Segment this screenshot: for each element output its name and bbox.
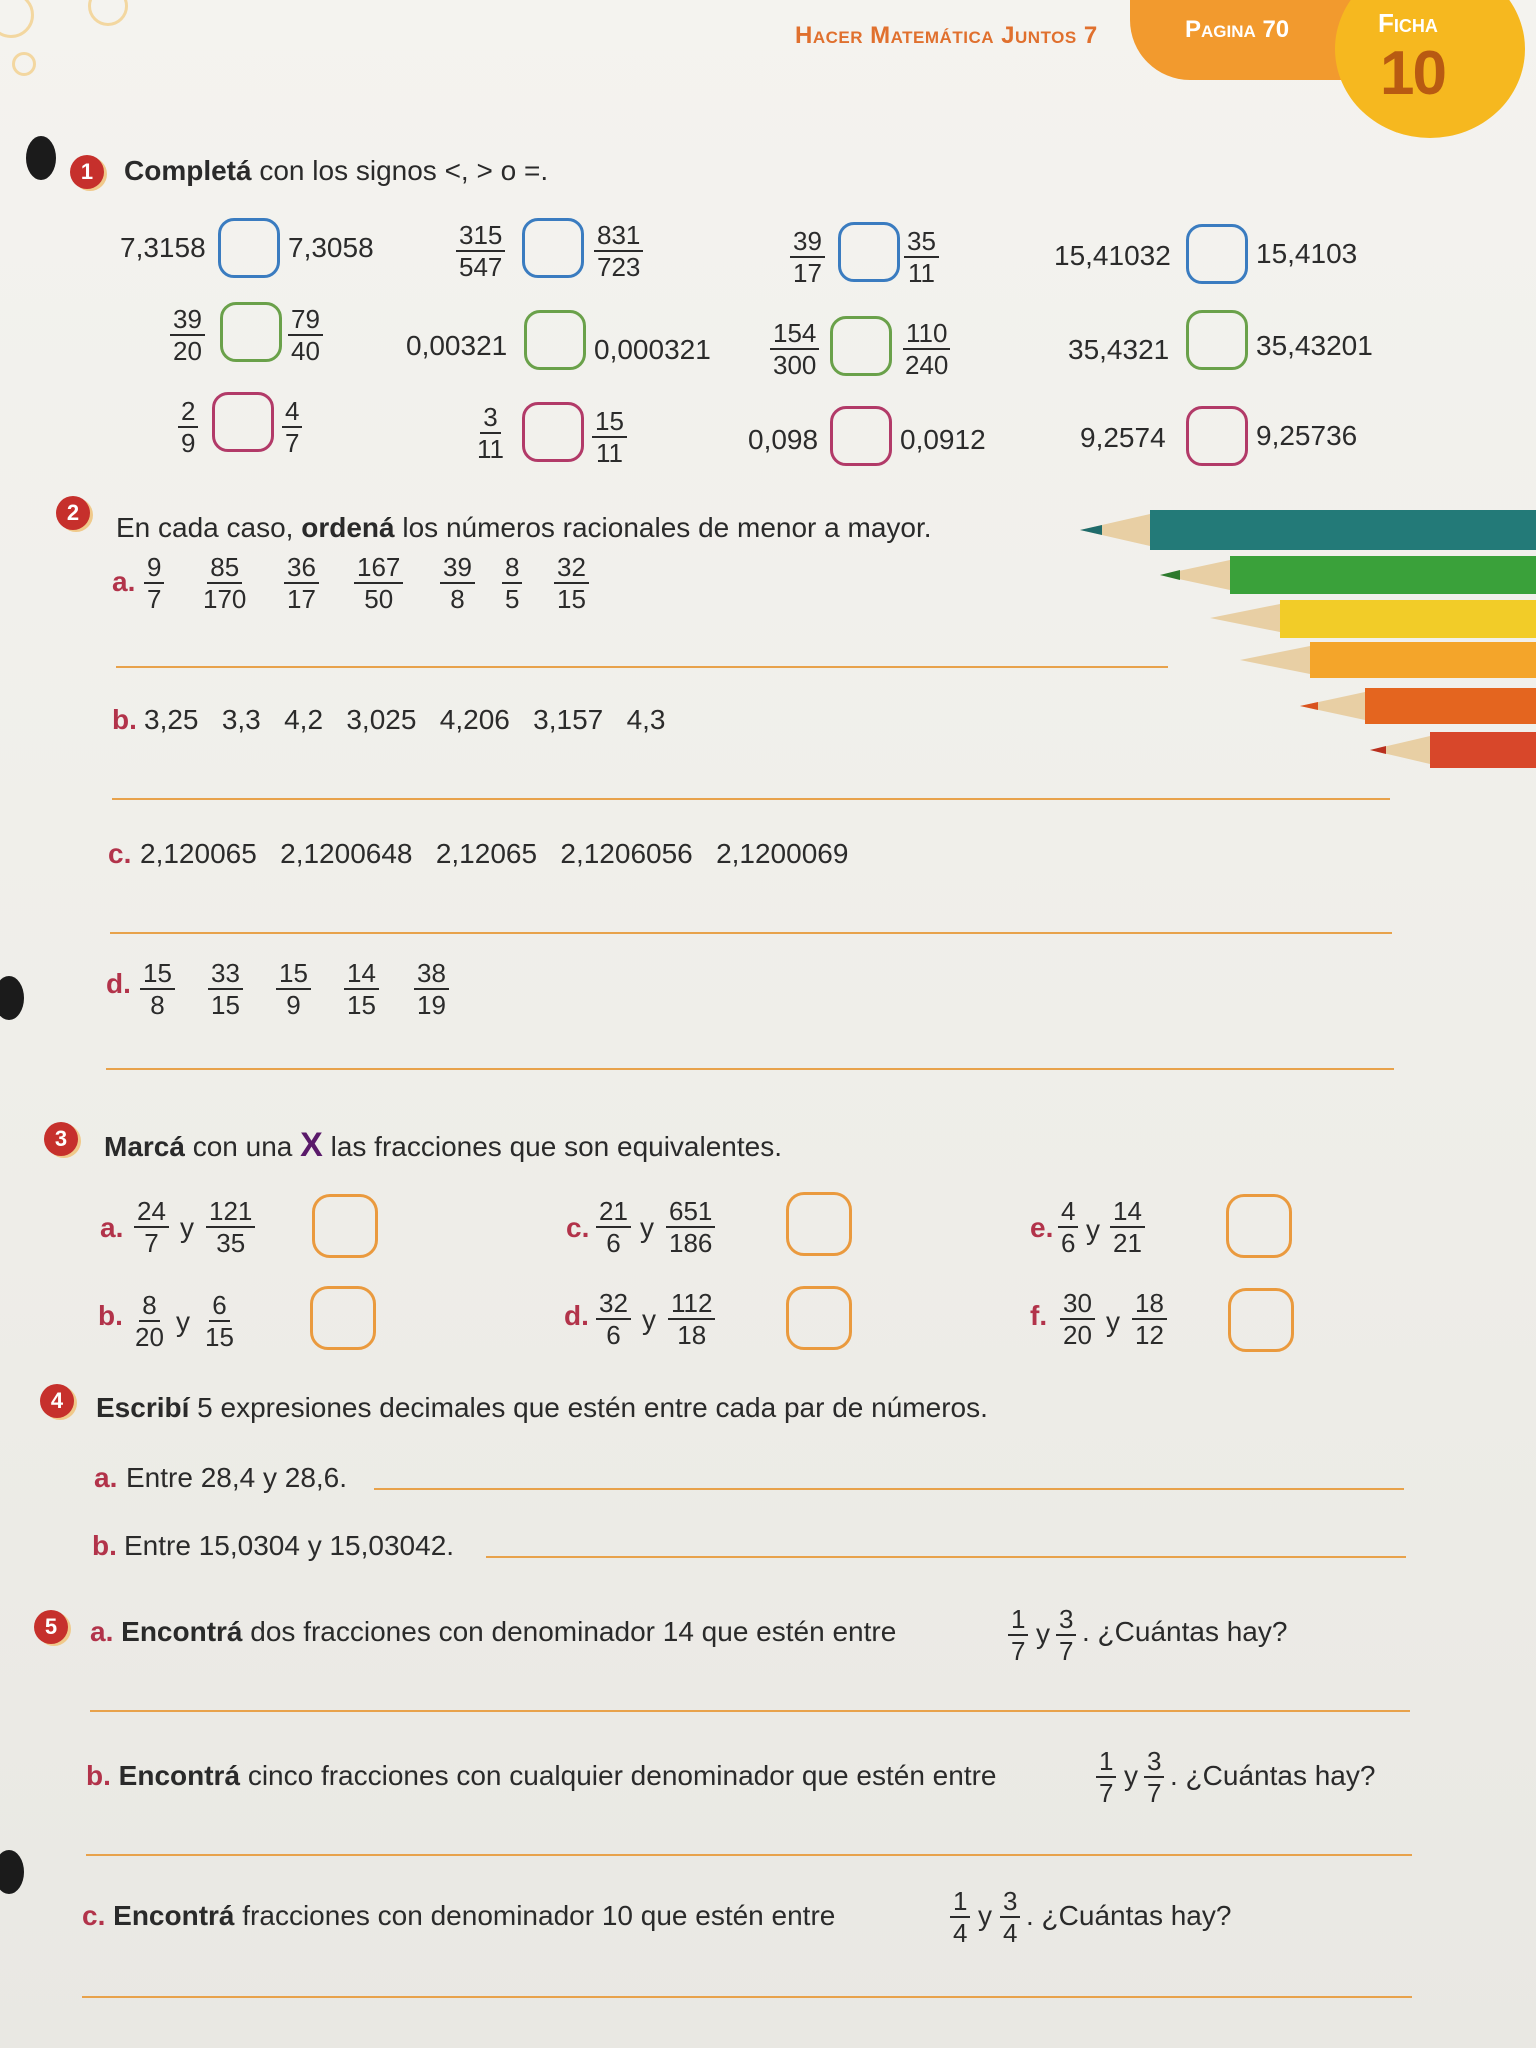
comparison-box[interactable]	[1186, 224, 1248, 284]
numerator: 85	[207, 552, 242, 584]
fraction: $\frac{15}{11}$	[592, 406, 627, 468]
comparison-box[interactable]	[212, 392, 274, 452]
exercise-5a-text	[90, 1616, 896, 1648]
comparison-box[interactable]	[830, 316, 892, 376]
numerator: 167	[354, 552, 403, 584]
exercise-1-instruction	[124, 155, 548, 187]
instruction-verb: Escribí	[96, 1392, 190, 1423]
instruction-verb: Encontrá	[118, 1760, 241, 1791]
conjunction-y: y	[1124, 1760, 1138, 1791]
fraction	[502, 552, 522, 614]
numerator: 32	[554, 552, 589, 584]
book-title: Hacer Matemática Juntos 7	[795, 22, 1098, 49]
instruction-text: las fracciones que son equivalentes.	[330, 1131, 782, 1162]
conjunction-y: y	[180, 1212, 194, 1243]
comparison-box[interactable]	[1186, 310, 1248, 370]
number-list-b: 3,25 3,3 4,2 3,025 4,206 3,157 4,3	[144, 704, 666, 735]
fraction: $\frac{112}{18}$	[668, 1288, 715, 1350]
pencil-yellow	[1210, 600, 1536, 638]
denominator: 15	[557, 584, 586, 614]
denominator: 7	[147, 584, 162, 614]
equivalence-checkbox[interactable]	[312, 1194, 378, 1258]
compare-right: 9,25736	[1256, 420, 1358, 451]
exercise-3-badge: 3	[44, 1122, 78, 1156]
answer-line[interactable]	[116, 666, 1168, 668]
fraction: $\frac{21}{6}$	[596, 1196, 631, 1258]
equivalence-checkbox[interactable]	[310, 1286, 376, 1350]
fraction: $\frac{121}{35}$	[206, 1196, 255, 1258]
comparison-box[interactable]	[220, 302, 282, 362]
fraction: $\frac{4}{6}$	[1058, 1196, 1078, 1258]
denominator: 50	[364, 584, 394, 614]
numerator: 38	[414, 958, 449, 990]
fraction: $\frac{1}{4}$	[950, 1886, 970, 1948]
pencil-teal	[1080, 510, 1536, 550]
fraction	[554, 552, 589, 614]
exercise-2-instruction	[116, 512, 932, 544]
conjunction-y: y	[1106, 1306, 1120, 1337]
exercise-4-instruction	[96, 1392, 988, 1424]
denominator: 17	[287, 584, 316, 614]
ficha-number: 10	[1380, 39, 1445, 108]
equivalence-checkbox[interactable]	[1226, 1194, 1292, 1258]
compare-right: 0,000321	[594, 334, 711, 365]
fraction	[200, 552, 249, 614]
item-label-d: d.	[564, 1300, 589, 1331]
pencil-light-orange	[1240, 642, 1536, 678]
fraction: $\frac{3}{7}$	[1144, 1746, 1164, 1808]
denominator: 9	[286, 990, 301, 1020]
fraction: $\frac{1}{7}$	[1096, 1746, 1116, 1808]
conjunction-y: y	[640, 1212, 654, 1243]
question-text: . ¿Cuántas hay?	[1026, 1900, 1232, 1931]
compare-left: 0,098	[748, 424, 819, 455]
exercise-3-instruction	[104, 1126, 782, 1165]
fraction: $\frac{8}{20}$	[135, 1290, 164, 1352]
comparison-box[interactable]	[522, 218, 584, 278]
decorative-ring	[12, 52, 36, 76]
item-label-b: b.	[98, 1300, 123, 1331]
instruction-verb: Completá	[124, 155, 252, 186]
fraction	[284, 552, 319, 614]
binder-hole	[26, 136, 56, 180]
compare-right: 35,43201	[1256, 330, 1373, 361]
item-label-a: a.	[90, 1616, 114, 1647]
answer-line[interactable]	[106, 1068, 1394, 1070]
ficha-label: Ficha	[1378, 8, 1438, 38]
instruction-verb: Encontrá	[113, 1900, 235, 1931]
item-label-f: f.	[1030, 1300, 1048, 1331]
compare-right: 15,4103	[1256, 238, 1358, 269]
fraction	[344, 958, 379, 1020]
fraction: $\frac{35}{11}$	[904, 226, 939, 288]
numerator: 33	[208, 958, 243, 990]
denominator: 170	[203, 584, 247, 614]
colored-pencils-illustration	[1080, 500, 1536, 780]
fraction	[144, 552, 164, 614]
fraction: $\frac{39}{20}$	[170, 304, 205, 366]
fraction: $\frac{6}{15}$	[205, 1290, 234, 1352]
item-label-d: d.	[106, 968, 131, 999]
item-label-c: c.	[82, 1900, 106, 1931]
instruction-verb: Marcá	[104, 1131, 185, 1162]
answer-line[interactable]	[82, 1996, 1412, 1998]
equivalence-checkbox[interactable]	[786, 1192, 852, 1256]
item-label-c: c.	[108, 838, 132, 869]
decorative-ring	[0, 0, 34, 38]
numerator: 8	[502, 552, 522, 584]
denominator: 5	[505, 584, 520, 614]
instruction-text: con los signos <, > o =.	[259, 155, 549, 186]
fraction	[440, 552, 475, 614]
denominator: 15	[347, 990, 376, 1020]
item-label-a: a.	[100, 1212, 124, 1243]
fraction: $\frac{4}{7}$	[282, 396, 302, 458]
equivalence-checkbox[interactable]	[786, 1286, 852, 1350]
fraction: $\frac{24}{7}$	[134, 1196, 169, 1258]
instruction-text: fracciones con denominador 10 que estén entre	[242, 1900, 836, 1931]
instruction-text: En cada caso,	[116, 512, 294, 543]
answer-line[interactable]	[90, 1710, 1410, 1712]
range-a-text: Entre 28,4 y 28,6.	[126, 1462, 348, 1493]
fraction: $\frac{3}{4}$	[1000, 1886, 1020, 1948]
fraction: $\frac{79}{40}$	[288, 304, 323, 366]
numerator: 9	[144, 552, 164, 584]
fraction: $\frac{14}{21}$	[1110, 1196, 1145, 1258]
exercise-5c-text	[82, 1900, 835, 1932]
denominator: 8	[150, 990, 165, 1020]
item-label-e: e.	[1030, 1212, 1054, 1243]
binder-hole	[0, 1850, 24, 1894]
item-label-b: b.	[112, 704, 137, 735]
fraction: $\frac{831}{723}$	[594, 220, 643, 282]
fraction: $\frac{32}{6}$	[596, 1288, 631, 1350]
pencil-red	[1370, 732, 1536, 768]
item-label-b: b.	[92, 1530, 117, 1561]
fraction: $\frac{18}{12}$	[1132, 1288, 1167, 1350]
instruction-text: con una	[192, 1131, 293, 1162]
compare-right: 7,3058	[288, 232, 374, 263]
item-label-c: c.	[566, 1212, 590, 1243]
comparison-box[interactable]	[218, 218, 280, 278]
pencil-orange	[1300, 688, 1536, 724]
equivalence-checkbox[interactable]	[1228, 1288, 1294, 1352]
exercise-2-badge: 2	[56, 496, 90, 530]
exercise-1-badge: 1	[70, 155, 104, 189]
fraction	[140, 958, 175, 1020]
numerator: 39	[440, 552, 475, 584]
fraction: $\frac{39}{17}$	[790, 226, 825, 288]
answer-line[interactable]	[86, 1854, 1412, 1856]
conjunction-y: y	[642, 1304, 656, 1335]
conjunction-y: y	[978, 1900, 992, 1931]
question-text: . ¿Cuántas hay?	[1082, 1616, 1288, 1647]
compare-left: 35,4321	[1068, 334, 1170, 365]
numerator: 14	[344, 958, 379, 990]
comparison-box[interactable]	[1186, 406, 1248, 466]
compare-left: 15,41032	[1054, 240, 1171, 271]
comparison-box[interactable]	[524, 310, 586, 370]
denominator: 15	[211, 990, 240, 1020]
answer-line[interactable]	[374, 1488, 1404, 1490]
fraction: $\frac{3}{11}$	[477, 402, 504, 464]
numerator: 15	[276, 958, 311, 990]
compare-left: 7,3158	[120, 232, 206, 263]
x-mark-symbol: X	[300, 1126, 323, 1164]
conjunction-y: y	[1036, 1618, 1050, 1649]
comparison-box[interactable]	[522, 402, 584, 462]
instruction-verb: Encontrá	[121, 1616, 243, 1647]
instruction-text: 5 expresiones decimales que estén entre cada par de números.	[197, 1392, 988, 1423]
fraction: $\frac{30}{20}$	[1060, 1288, 1095, 1350]
pencil-green	[1160, 556, 1536, 594]
instruction-text: dos fracciones con denominador 14 que estén entre	[250, 1616, 897, 1647]
fraction	[276, 958, 311, 1020]
fraction: $\frac{154}{300}$	[770, 318, 819, 380]
instruction-text: los números racionales de menor a mayor.	[402, 512, 932, 543]
conjunction-y: y	[1086, 1214, 1100, 1245]
comparison-box[interactable]	[830, 406, 892, 466]
question-text: . ¿Cuántas hay?	[1170, 1760, 1376, 1791]
instruction-verb: ordená	[301, 512, 395, 543]
decorative-ring	[88, 0, 128, 26]
answer-line[interactable]	[486, 1556, 1406, 1558]
numerator: 15	[140, 958, 175, 990]
item-label-b: b.	[86, 1760, 111, 1791]
compare-left: 0,00321	[406, 330, 508, 361]
comparison-box[interactable]	[838, 222, 900, 282]
compare-left: 9,2574	[1080, 422, 1166, 453]
exercise-5-badge: 5	[34, 1610, 68, 1644]
instruction-text: cinco fracciones con cualquier denominador que estén entre	[247, 1760, 997, 1791]
fraction	[354, 552, 403, 614]
binder-hole	[0, 976, 24, 1020]
number-list-c: 2,120065 2,1200648 2,12065 2,1206056 2,1200069	[140, 838, 849, 869]
answer-line[interactable]	[112, 798, 1390, 800]
fraction: $\frac{110}{240}$	[902, 318, 951, 380]
exercise-5b-text	[86, 1760, 997, 1792]
answer-line[interactable]	[110, 932, 1392, 934]
conjunction-y: y	[176, 1306, 190, 1337]
compare-right: 0,0912	[900, 424, 986, 455]
denominator: 8	[450, 584, 465, 614]
numerator: 36	[284, 552, 319, 584]
fraction	[208, 958, 243, 1020]
fraction	[414, 958, 449, 1020]
fraction: $\frac{2}{9}$	[178, 396, 198, 458]
fraction: $\frac{315}{547}$	[456, 220, 505, 282]
page-number: Pagina 70	[1185, 16, 1290, 43]
denominator: 19	[417, 990, 446, 1020]
fraction: $\frac{1}{7}$	[1008, 1604, 1028, 1666]
item-label-a: a.	[94, 1462, 118, 1493]
fraction: $\frac{651}{186}$	[666, 1196, 715, 1258]
range-b-text: Entre 15,0304 y 15,03042.	[124, 1530, 455, 1561]
fraction: $\frac{3}{7}$	[1056, 1604, 1076, 1666]
exercise-4-badge: 4	[40, 1384, 74, 1418]
item-label-a: a.	[112, 566, 136, 597]
